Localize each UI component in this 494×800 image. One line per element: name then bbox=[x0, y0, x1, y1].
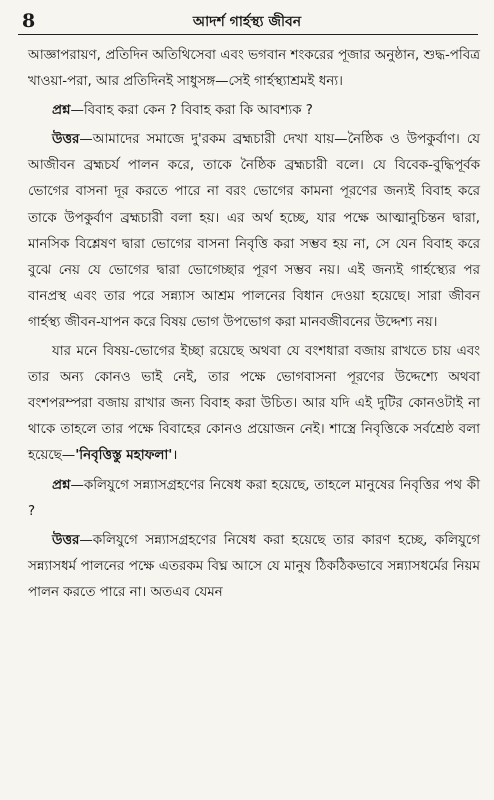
paragraph-marriage-text: যার মনে বিষয়-ভোগের ইচ্ছা রয়েছে অথবা যে বংশধারা বজায় রাখতে চায় এবং তার অন্য কোনও ভাই নেই, তার পক্ষে ভোগবাসনা পূরণের উদ্দেশ্যে অথবা বংশপরম্পরা বজায় রাখার জন্য বিবাহ করা উচিত। আর যদি এই দুটির কোনওটাই না থাকে তাহলে তার পক্ষে বিবাহের কোনও প্রয়োজন নেই। শাস্ত্রে নিবৃত্তিকে সর্বশ্রেষ্ঠ বলা হয়েছে— bbox=[28, 344, 480, 464]
question-2-label: প্রশ্ন bbox=[52, 477, 71, 493]
question-1-text: —বিবাহ করা কেন ? বিবাহ করা কি আবশ্যক ? bbox=[70, 103, 313, 119]
scripture-quote: 'নিবৃত্তিস্তু মহাফলা' bbox=[75, 448, 173, 464]
running-title: আদর্শ গার্হস্থ্য জীবন bbox=[192, 14, 302, 30]
answer-1-label: উত্তর bbox=[52, 132, 80, 148]
answer-1-text: —আমাদের সমাজে দু'রকম ব্রহ্মচারী দেখা যায়—নৈষ্ঠিক ও উপকুর্বাণ। যে আজীবন ব্রহ্মচর্য পালন করে, তাকে নৈষ্ঠিক ব্রহ্মচারী বলে। যে বিবেক-বুদ্ধিপূর্বক ভোগের বাসনা দূর করতে পারে না বরং ভোগের কামনা পূরণের জন্যই বিবাহ করে তাকে উপকুর্বাণ ব্রহ্মচারী বলা হয়। এর অর্থ হচ্ছে, যার পক্ষে আত্মানুচিন্তন দ্বারা, মানসিক বিশ্লেষণ দ্বারা ভোগের বাসনা নিবৃত্তি করা সম্ভব হয় না, সে যেন বিবাহ করে বুঝে নেয় যে ভোগের দ্বারা ভোগেচ্ছার পূরণ সম্ভব নয়। এই জন্যই গার্হস্থ্যের পর বানপ্রস্থ এবং তার পরে সন্ন্যাস আশ্রম পালনের বিধান দেওয়া হয়েছে। সারা জীবন গার্হস্থ্য জীবন-যাপন করে বিষয় ভোগ উপভোগ করা মানবজীবনের উদ্দেশ্য নয়। bbox=[28, 132, 480, 330]
page-body bbox=[28, 43, 480, 606]
paragraph-marriage bbox=[28, 339, 480, 469]
answer-2-label: উত্তর bbox=[52, 532, 80, 548]
page-number: 8 bbox=[22, 10, 36, 32]
question-1-label: প্রশ্ন bbox=[52, 103, 71, 119]
answer-2-text: —কলিযুগে সন্ন্যাসগ্রহণের নিষেধ করা হয়েছে তার কারণ হচ্ছে, কলিযুগে সন্ন্যাসধর্ম পালনের পক্ষে এতরকম বিঘ্ন আসে যে মানুষ ঠিকঠিকভাবে সন্ন্যাসধর্মের নিয়ম পালন করতে পারে না। অতএব যেমন bbox=[28, 532, 480, 600]
header-divider bbox=[18, 34, 478, 35]
paragraph-intro: আজ্ঞাপরায়ণ, প্রতিদিন অতিথিসেবা এবং ভগবান শংকরের পূজার অনুষ্ঠান, শুদ্ধ-পবিত্র খাওয়া-পরা, আর প্রতিদিনই সাধুসঙ্গ—সেই গার্হস্থ্যাশ্রমই ধন্য। bbox=[28, 48, 480, 90]
question-2-text: —কলিযুগে সন্ন্যাসগ্রহণের নিষেধ করা হয়েছে, তাহলে মানুষের নিবৃত্তির পথ কী ? bbox=[28, 477, 480, 519]
paragraph-marriage-end: । bbox=[172, 448, 178, 464]
page-header bbox=[0, 0, 494, 38]
answer-2 bbox=[28, 528, 480, 606]
question-1 bbox=[28, 98, 480, 124]
answer-1 bbox=[28, 127, 480, 336]
question-2 bbox=[28, 473, 480, 525]
